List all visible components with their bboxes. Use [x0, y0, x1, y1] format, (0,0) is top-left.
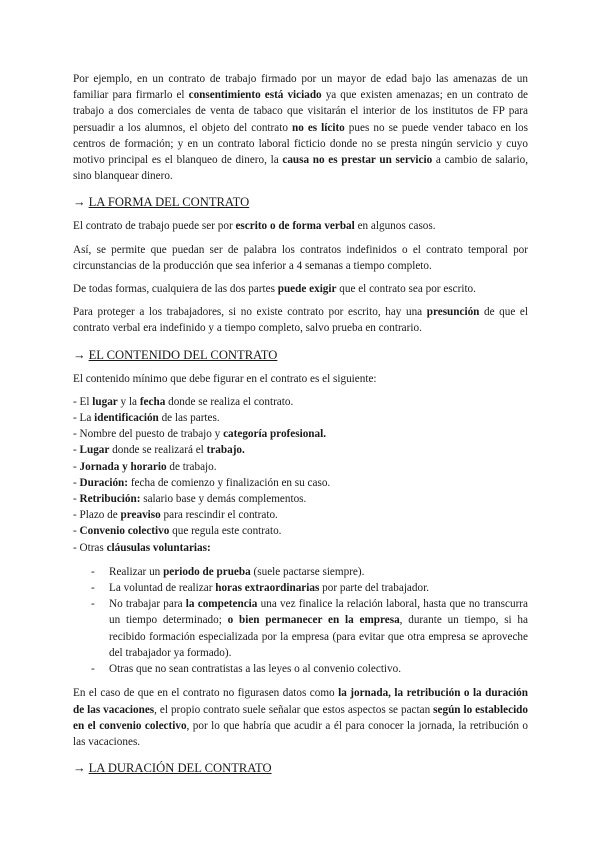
- list-item: - Plazo de preaviso para rescindir el contrato.: [73, 509, 278, 522]
- section-heading-forma: → LA FORMA DEL CONTRATO: [73, 195, 250, 210]
- list-item: - El lugar y la fecha donde se realiza el contrato.: [73, 395, 294, 408]
- contenido-closing: En el caso de que en el contrato no figurasen datos como la jornada, la retribución o la duración de las vacaciones, el propio contrato suele señalar que estos aspectos se pactan según lo establecido en el convenio colectivo, por lo que habría que acudir a él para conocer la jornada, la retribución o las vacaciones.: [73, 687, 528, 748]
- dash-bullet-icon: -: [91, 598, 95, 611]
- bold-term: no es lícito: [291, 121, 345, 134]
- document-body: [73, 71, 528, 784]
- contenido-list: [73, 394, 528, 556]
- list-item: - Otras cláusulas voluntarias:: [73, 541, 211, 554]
- arrow-right-icon: →: [73, 347, 86, 362]
- bold-term: causa no es prestar un servicio: [282, 154, 433, 167]
- dash-bullet-icon: -: [91, 663, 95, 676]
- bold-term: consentimiento está viciado: [188, 89, 322, 102]
- sub-list-item: - No trabajar para la competencia una vez finalice la relación laboral, hasta que no transcurra un tiempo determinado; o bien permanecer en la empresa, durante un tiempo, si ha recibido formación especializada por la empresa (para evitar que otra empresa se aproveche del trabajador ya formado).: [91, 598, 528, 659]
- list-item: - La identificación de las partes.: [73, 412, 220, 425]
- contenido-intro: El contenido mínimo que debe figurar en el contrato es el siguiente:: [73, 372, 377, 385]
- forma-paragraph-4: Para proteger a los trabajadores, si no existe contrato por escrito, hay una presunción de que el contrato verbal era indefinido y a tiempo completo, salvo prueba en contrario.: [73, 306, 528, 335]
- section-heading-duracion: → LA DURACIÓN DEL CONTRATO: [73, 761, 272, 776]
- arrow-right-icon: →: [73, 761, 86, 776]
- dash-bullet-icon: -: [91, 565, 95, 578]
- list-item: - Lugar donde se realizará el trabajo.: [73, 444, 245, 457]
- list-item: - Nombre del puesto de trabajo y categoría profesional.: [73, 428, 327, 441]
- list-item: - Retribución: salario base y demás complementos.: [73, 493, 307, 506]
- arrow-right-icon: →: [73, 195, 86, 210]
- forma-paragraph-2: Así, se permite que puedan ser de palabra los contratos indefinidos o el contrato temporal por circunstancias de la producción que sea inferior a 4 semanas a tiempo completo.: [73, 243, 528, 272]
- dash-bullet-icon: -: [91, 582, 95, 595]
- section-heading-contenido: → EL CONTENIDO DEL CONTRATO: [73, 347, 278, 362]
- intro-paragraph: Por ejemplo, en un contrato de trabajo firmado por un mayor de edad bajo las amenazas de un familiar para firmarlo el consentimiento está viciado ya que existen amenazas; en un contrato de trabajo a dos comerciales de venta de tabaco que visitarán el interior de los institutos de FP para persuadir a los alumnos, el objeto del contrato no es lícito pues no se puede vender tabaco en los centros de formación; y en un contrato laboral ficticio donde no se presta ningún servicio y cuyo motivo principal es el blanqueo de dinero, la causa no es prestar un servicio a cambio de salario, sino blanquear dinero.: [73, 73, 529, 183]
- list-item: - Duración: fecha de comienzo y finalización en su caso.: [73, 476, 331, 489]
- sub-list-item: - Realizar un periodo de prueba (suele pactarse siempre).: [109, 564, 528, 580]
- forma-paragraph-3: De todas formas, cualquiera de las dos partes puede exigir que el contrato sea por escrito.: [73, 283, 476, 296]
- list-item: - Convenio colectivo que regula este contrato.: [73, 525, 282, 538]
- sub-list-item: - Otras que no sean contratistas a las leyes o al convenio colectivo.: [109, 661, 528, 677]
- list-item: - Jornada y horario de trabajo.: [73, 460, 217, 473]
- forma-paragraph-1: El contrato de trabajo puede ser por escrito o de forma verbal en algunos casos.: [73, 220, 436, 233]
- sub-list-item: - La voluntad de realizar horas extraordinarias por parte del trabajador.: [109, 580, 528, 596]
- clausulas-sublist: [73, 564, 528, 677]
